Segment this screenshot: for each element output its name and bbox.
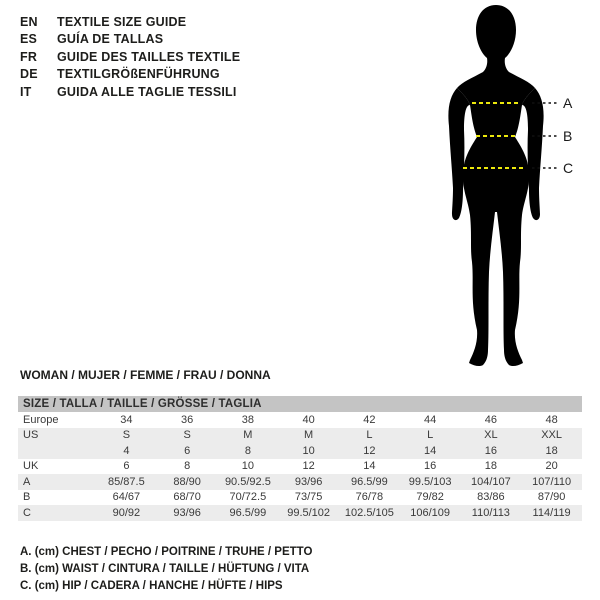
language-code: IT xyxy=(20,84,32,99)
table-cell: 79/82 xyxy=(416,491,444,504)
table-cell: 16 xyxy=(484,444,497,457)
table-row-label: B xyxy=(23,491,31,504)
table-row-label: US xyxy=(23,429,39,442)
table-cell: 73/75 xyxy=(294,491,323,504)
table-cell: 10 xyxy=(302,444,315,457)
size-table-body xyxy=(18,412,582,521)
table-cell: XXL xyxy=(541,429,563,442)
table-cell: 93/96 xyxy=(173,506,201,519)
table-cell: M xyxy=(304,429,314,442)
language-title-list xyxy=(20,13,240,101)
table-cell: 4 xyxy=(123,444,130,457)
table-cell: 14 xyxy=(424,444,437,457)
table-cell: 114/119 xyxy=(532,506,571,519)
legend-line: B. (cm) WAIST / CINTURA / TAILLE / HÜFTUNG / VITA xyxy=(20,563,310,575)
table-cell: 8 xyxy=(244,444,251,457)
table-cell: 110/113 xyxy=(471,506,510,519)
language-row xyxy=(20,13,240,31)
language-title: GUIDA ALLE TAGLIE TESSILI xyxy=(57,84,237,99)
measure-label-a: A xyxy=(563,95,573,111)
table-cell: 90.5/92.5 xyxy=(224,475,271,488)
woman-silhouette-left-arm xyxy=(448,88,470,220)
table-row xyxy=(18,412,582,428)
table-cell: 38 xyxy=(241,413,254,426)
woman-silhouette-right-arm xyxy=(522,88,544,220)
language-title: GUIDE DES TAILLES TEXTILE xyxy=(57,49,241,64)
measure-label-b: B xyxy=(563,128,573,144)
measure-legend xyxy=(20,544,312,595)
table-row xyxy=(18,443,582,459)
table-cell: 36 xyxy=(181,413,194,426)
table-cell: 76/78 xyxy=(355,491,384,504)
table-cell: 64/67 xyxy=(112,491,141,504)
table-cell: 40 xyxy=(302,413,315,426)
table-row-label: C xyxy=(23,506,31,519)
table-row-label: UK xyxy=(23,460,39,473)
language-title: TEXTILGRÖßENFÜHRUNG xyxy=(57,67,220,82)
table-cell: 16 xyxy=(424,460,437,473)
table-cell: 42 xyxy=(363,413,376,426)
table-cell: 107/110 xyxy=(532,475,572,488)
table-cell: 87/90 xyxy=(537,491,566,504)
legend-line: C. (cm) HIP / CADERA / HANCHE / HÜFTE / HIPS xyxy=(20,580,283,592)
table-row xyxy=(18,428,582,444)
table-cell: 96.5/99 xyxy=(351,475,388,488)
language-code: FR xyxy=(20,49,38,64)
table-cell: 99.5/102 xyxy=(287,506,331,519)
language-row xyxy=(20,66,240,84)
language-code: EN xyxy=(20,14,38,29)
table-cell: 90/92 xyxy=(112,506,141,519)
legend-line: A. (cm) CHEST / PECHO / POITRINE / TRUHE / PETTO xyxy=(20,546,313,558)
table-cell: M xyxy=(243,429,253,442)
language-code: DE xyxy=(20,67,38,82)
table-cell: 8 xyxy=(184,460,191,473)
table-cell: XL xyxy=(484,429,498,442)
table-cell: 70/72.5 xyxy=(229,491,267,504)
table-cell: 20 xyxy=(545,460,558,473)
table-cell: 6 xyxy=(184,444,191,457)
table-row xyxy=(18,474,582,490)
size-table-header: SIZE / TALLA / TAILLE / GRÖSSE / TAGLIA xyxy=(18,396,582,412)
language-code: ES xyxy=(20,32,38,47)
language-title: TEXTILE SIZE GUIDE xyxy=(57,14,187,29)
table-cell: 18 xyxy=(484,460,497,473)
table-cell: 48 xyxy=(545,413,558,426)
table-cell: 93/96 xyxy=(294,475,323,488)
table-cell: 96.5/99 xyxy=(229,506,267,519)
table-cell: 44 xyxy=(424,413,437,426)
table-cell: 34 xyxy=(120,413,133,426)
table-cell: 12 xyxy=(363,444,376,457)
woman-silhouette-body xyxy=(457,5,535,366)
woman-silhouette-figure xyxy=(430,0,600,375)
table-cell: S xyxy=(122,429,131,442)
table-row-label: Europe xyxy=(23,413,59,426)
language-row xyxy=(20,48,240,66)
table-row xyxy=(18,459,582,475)
table-cell: 68/70 xyxy=(173,491,201,504)
measure-label-c: C xyxy=(563,160,574,176)
table-cell: 104/107 xyxy=(470,475,511,488)
table-cell: 46 xyxy=(484,413,497,426)
size-table xyxy=(18,396,582,521)
table-cell: 106/109 xyxy=(410,506,450,519)
table-cell: 6 xyxy=(123,460,130,473)
table-cell: 12 xyxy=(302,460,315,473)
table-cell: 83/86 xyxy=(477,491,505,504)
table-row xyxy=(18,490,582,506)
table-cell: L xyxy=(427,429,434,442)
table-cell: 10 xyxy=(241,460,254,473)
table-cell: 88/90 xyxy=(173,475,201,488)
table-cell: 99.5/103 xyxy=(408,475,452,488)
table-cell: 14 xyxy=(363,460,376,473)
table-cell: 18 xyxy=(545,444,558,457)
table-row-label: A xyxy=(23,475,31,488)
language-row xyxy=(20,83,240,101)
table-cell: S xyxy=(183,429,191,442)
table-cell: 102.5/105 xyxy=(344,506,394,519)
language-title: GUÍA DE TALLAS xyxy=(57,32,164,47)
table-cell: 85/87.5 xyxy=(108,475,145,488)
language-row xyxy=(20,31,240,49)
category-line: WOMAN / MUJER / FEMME / FRAU / DONNA xyxy=(20,368,271,382)
table-row xyxy=(18,505,582,521)
table-cell: L xyxy=(366,429,373,442)
